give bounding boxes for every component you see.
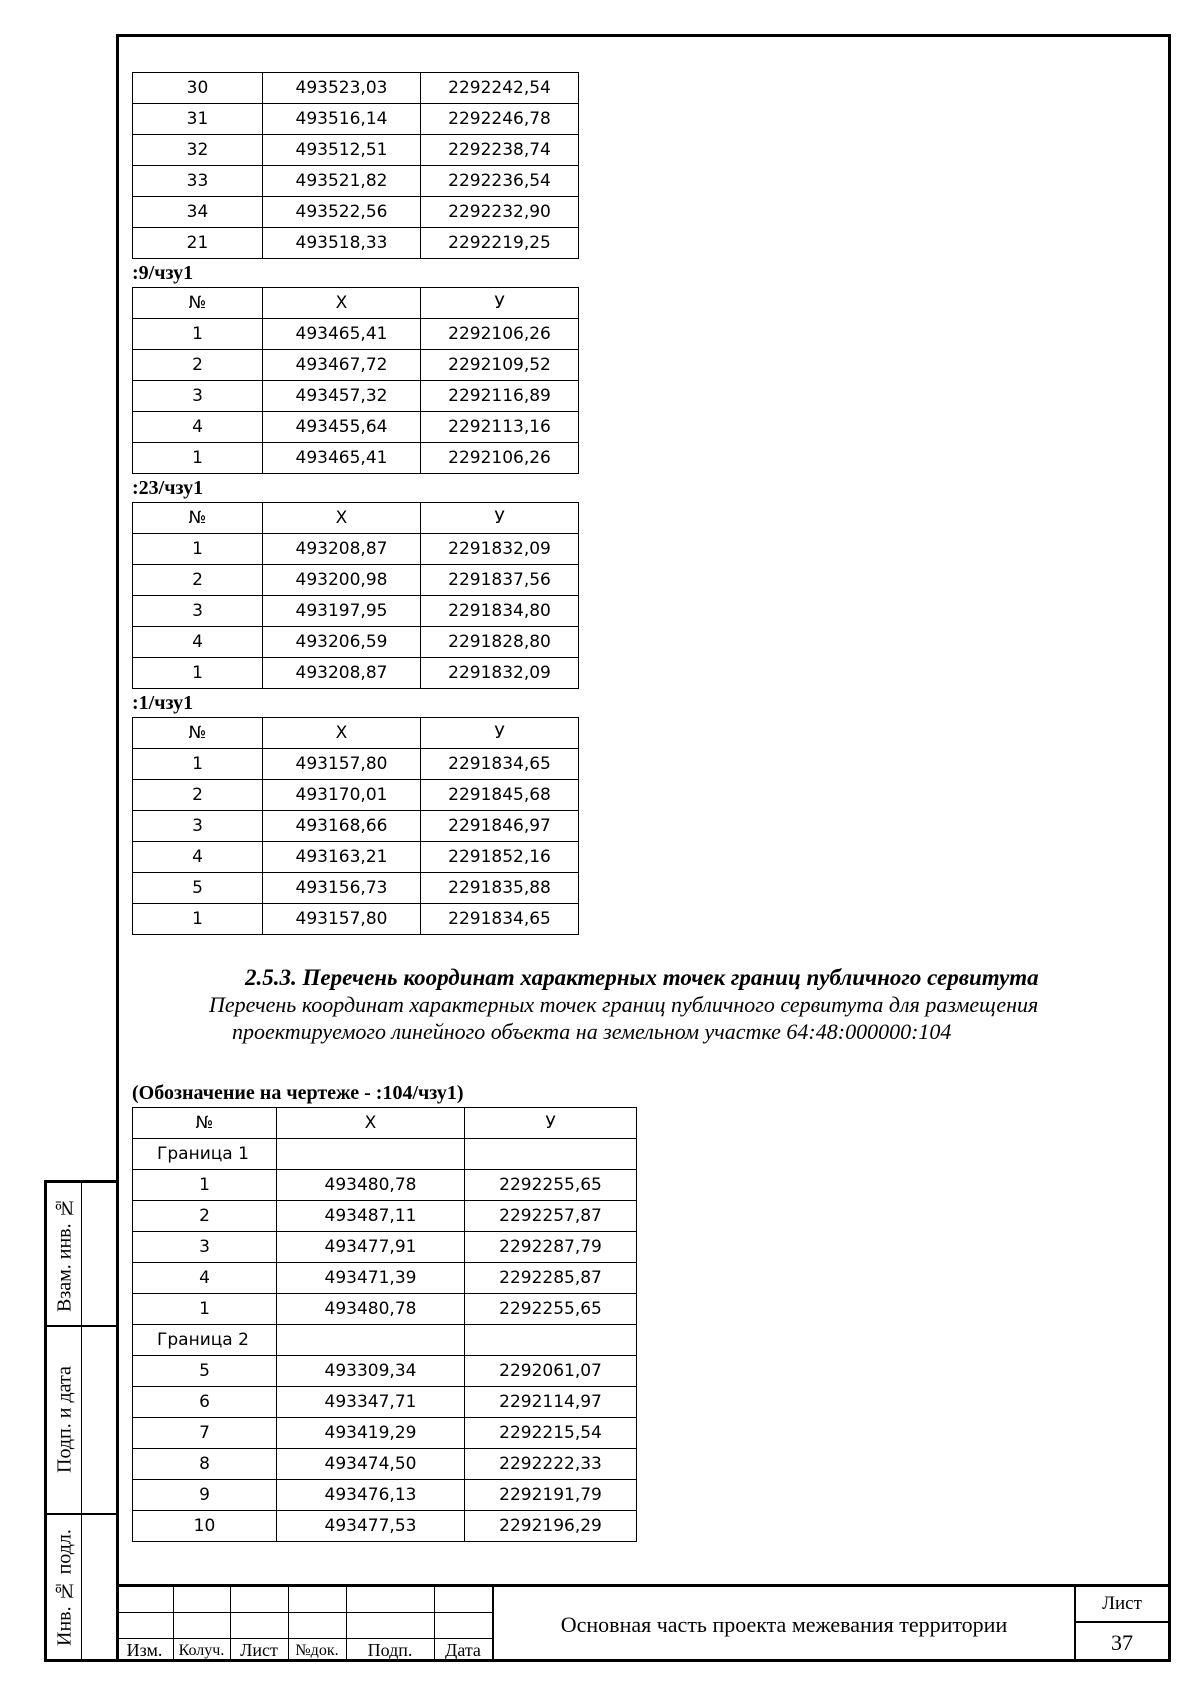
stamp-col-docnum: №док. [295,1642,339,1659]
stamp-col-sheet: Лист [240,1640,278,1660]
table-header-row [133,503,579,534]
table-row [133,1294,637,1325]
table-row [133,596,579,627]
x-coordinate-cell: Х [263,718,421,749]
y-coordinate-cell: 2292215,54 [465,1418,637,1449]
point-number-cell: № [133,288,263,319]
coords-table-9 [132,287,579,474]
y-coordinate-cell: 2291834,65 [421,749,579,780]
point-number-cell: 3 [133,1232,277,1263]
table-label-1: :1/чзу1 [132,692,194,714]
y-coordinate-cell: У [465,1108,637,1139]
x-coordinate-cell: 493208,87 [263,658,421,689]
x-coordinate-cell: 493457,32 [263,381,421,412]
point-number-cell: 5 [133,873,263,904]
point-number-cell: № [133,1108,277,1139]
table-row [133,627,579,658]
x-coordinate-cell: 493476,13 [277,1480,465,1511]
x-coordinate-cell: 493347,71 [277,1387,465,1418]
x-coordinate-cell: 493512,51 [263,135,421,166]
x-coordinate-cell: 493200,98 [263,565,421,596]
y-coordinate-cell: 2292196,29 [465,1511,637,1542]
y-coordinate-cell: 2291845,68 [421,780,579,811]
point-number-cell: 1 [133,1170,277,1201]
y-coordinate-cell: 2292113,16 [421,412,579,443]
point-number-cell: 33 [133,166,263,197]
table-row [133,319,579,350]
table-row [133,873,579,904]
y-coordinate-cell: 2292109,52 [421,350,579,381]
point-number-cell: 1 [133,534,263,565]
x-coordinate-cell: 493474,50 [277,1449,465,1480]
sheet-label: Лист [1076,1587,1168,1623]
x-coordinate-cell: 493197,95 [263,596,421,627]
x-coordinate-cell: 493471,39 [277,1263,465,1294]
y-coordinate-cell: 2292106,26 [421,443,579,474]
table-cell [277,1139,465,1170]
point-number-cell: 3 [133,811,263,842]
title-block [116,1584,1171,1662]
y-coordinate-cell: 2292236,54 [421,166,579,197]
table-row [133,534,579,565]
table-row [133,1356,637,1387]
x-coordinate-cell: 493157,80 [263,749,421,780]
point-number-cell: 1 [133,749,263,780]
y-coordinate-cell: 2292255,65 [465,1294,637,1325]
coords-table-23 [132,502,579,689]
table-row [133,443,579,474]
y-coordinate-cell: 2292219,25 [421,228,579,259]
y-coordinate-cell: 2291837,56 [421,565,579,596]
table-row [133,1232,637,1263]
y-coordinate-cell: 2291834,65 [421,904,579,935]
point-number-cell: 1 [133,1294,277,1325]
y-coordinate-cell: 2292242,54 [421,73,579,104]
y-coordinate-cell: 2291846,97 [421,811,579,842]
y-coordinate-cell: 2291852,16 [421,842,579,873]
table-row [133,565,579,596]
point-number-cell: 6 [133,1387,277,1418]
x-coordinate-cell: 493170,01 [263,780,421,811]
sidebar-label-sign-date: Подп. и дата [53,1366,76,1474]
table-row [133,1170,637,1201]
x-coordinate-cell: Х [263,503,421,534]
table-row [133,1480,637,1511]
table-row [133,1449,637,1480]
table-row [133,197,579,228]
point-number-cell: 9 [133,1480,277,1511]
y-coordinate-cell: 2292285,87 [465,1263,637,1294]
x-coordinate-cell: 493480,78 [277,1170,465,1201]
x-coordinate-cell: 493465,41 [263,319,421,350]
y-coordinate-cell: 2292191,79 [465,1480,637,1511]
point-number-cell: 21 [133,228,263,259]
table-row [133,658,579,689]
point-number-cell: № [133,718,263,749]
point-number-cell: 8 [133,1449,277,1480]
x-coordinate-cell: 493477,53 [277,1511,465,1542]
table-row [133,166,579,197]
point-number-cell: 4 [133,627,263,658]
y-coordinate-cell: 2291832,09 [421,534,579,565]
point-number-cell: 34 [133,197,263,228]
border-group-row [133,1325,637,1356]
table-header-row [133,1108,637,1139]
table-row [133,842,579,873]
x-coordinate-cell: 493455,64 [263,412,421,443]
section-subtitle-line1: Перечень координат характерных точек границ публичного сервитута для размещения [209,992,1039,1017]
table-header-row [133,288,579,319]
table-label-23: :23/чзу1 [132,477,204,499]
y-coordinate-cell: 2292257,87 [465,1201,637,1232]
coords-table-104 [132,1107,637,1542]
table-row [133,73,579,104]
table-header-row [133,718,579,749]
point-number-cell: 3 [133,596,263,627]
stamp-col-date: Дата [445,1640,481,1660]
x-coordinate-cell: 493487,11 [277,1201,465,1232]
coords-table-top [132,72,579,259]
point-number-cell: 4 [133,412,263,443]
sheet-box [1074,1587,1168,1662]
x-coordinate-cell: 493208,87 [263,534,421,565]
table-row [133,1511,637,1542]
y-coordinate-cell: 2291832,09 [421,658,579,689]
document-content [132,72,1132,1542]
table-row [133,412,579,443]
table-cell [465,1325,637,1356]
point-number-cell: 1 [133,443,263,474]
table-row [133,135,579,166]
point-number-cell: 1 [133,319,263,350]
point-number-cell: 2 [133,1201,277,1232]
table-label-9: :9/чзу1 [132,262,194,284]
x-coordinate-cell: 493309,34 [277,1356,465,1387]
point-number-cell: 2 [133,350,263,381]
x-coordinate-cell: 493518,33 [263,228,421,259]
table-row [133,1201,637,1232]
table-row [133,228,579,259]
x-coordinate-cell: 493516,14 [263,104,421,135]
y-coordinate-cell: У [421,718,579,749]
point-number-cell: 10 [133,1511,277,1542]
x-coordinate-cell: 493157,80 [263,904,421,935]
stamp-col-count: Колуч. [178,1642,225,1659]
point-number-cell: 31 [133,104,263,135]
x-coordinate-cell: 493467,72 [263,350,421,381]
point-number-cell: 3 [133,381,263,412]
section-subtitle-line2: проектируемого линейного объекта на земельном участке 64:48:000000:104 [232,1019,952,1044]
stamp-col-change: Изм. [126,1640,163,1660]
table-row [133,1387,637,1418]
x-coordinate-cell: 493163,21 [263,842,421,873]
y-coordinate-cell: 2292222,33 [465,1449,637,1480]
x-coordinate-cell: 493419,29 [277,1418,465,1449]
x-coordinate-cell: Х [277,1108,465,1139]
x-coordinate-cell: 493480,78 [277,1294,465,1325]
y-coordinate-cell: У [421,503,579,534]
table-row [133,904,579,935]
table-row [133,780,579,811]
y-coordinate-cell: У [421,288,579,319]
y-coordinate-cell: 2292061,07 [465,1356,637,1387]
y-coordinate-cell: 2292238,74 [421,135,579,166]
border-group-label: Граница 2 [133,1325,277,1356]
table-cell [465,1139,637,1170]
point-number-cell: № [133,503,263,534]
point-number-cell: 30 [133,73,263,104]
sheet-number: 37 [1111,1630,1133,1655]
document-title: Основная часть проекта межевания территории [492,1587,1074,1662]
y-coordinate-cell: 2291828,80 [421,627,579,658]
x-coordinate-cell: Х [263,288,421,319]
table-row [133,811,579,842]
table-row [133,749,579,780]
border-group-row [133,1139,637,1170]
table-label-104: (Обозначение на чертеже - :104/чзу1) [132,1082,464,1104]
x-coordinate-cell: 493465,41 [263,443,421,474]
y-coordinate-cell: 2292255,65 [465,1170,637,1201]
point-number-cell: 4 [133,842,263,873]
y-coordinate-cell: 2291834,80 [421,596,579,627]
sidebar-label-replacement-inv: Взам. инв. № [53,1196,76,1312]
point-number-cell: 2 [133,565,263,596]
x-coordinate-cell: 493206,59 [263,627,421,658]
point-number-cell: 5 [133,1356,277,1387]
table-row [133,381,579,412]
point-number-cell: 32 [133,135,263,166]
y-coordinate-cell: 2292114,97 [465,1387,637,1418]
section-title: 2.5.3. Перечень координат характерных точек границ публичного сервитута [245,965,1039,990]
y-coordinate-cell: 2291835,88 [421,873,579,904]
x-coordinate-cell: 493156,73 [263,873,421,904]
table-row [133,350,579,381]
x-coordinate-cell: 493168,66 [263,811,421,842]
table-row [133,1263,637,1294]
x-coordinate-cell: 493521,82 [263,166,421,197]
stamp-col-signature: Подп. [367,1640,413,1660]
table-row [133,1418,637,1449]
y-coordinate-cell: 2292232,90 [421,197,579,228]
y-coordinate-cell: 2292287,79 [465,1232,637,1263]
point-number-cell: 2 [133,780,263,811]
x-coordinate-cell: 493477,91 [277,1232,465,1263]
coords-table-1 [132,717,579,935]
sidebar-divider [81,1183,82,1659]
x-coordinate-cell: 493523,03 [263,73,421,104]
table-cell [277,1325,465,1356]
border-group-label: Граница 1 [133,1139,277,1170]
y-coordinate-cell: 2292106,26 [421,319,579,350]
y-coordinate-cell: 2292116,89 [421,381,579,412]
point-number-cell: 1 [133,904,263,935]
point-number-cell: 1 [133,658,263,689]
x-coordinate-cell: 493522,56 [263,197,421,228]
table-row [133,104,579,135]
point-number-cell: 7 [133,1418,277,1449]
left-stamp-column [44,1180,116,1662]
point-number-cell: 4 [133,1263,277,1294]
sidebar-label-original-inv: Инв. № подл. [53,1529,76,1647]
y-coordinate-cell: 2292246,78 [421,104,579,135]
